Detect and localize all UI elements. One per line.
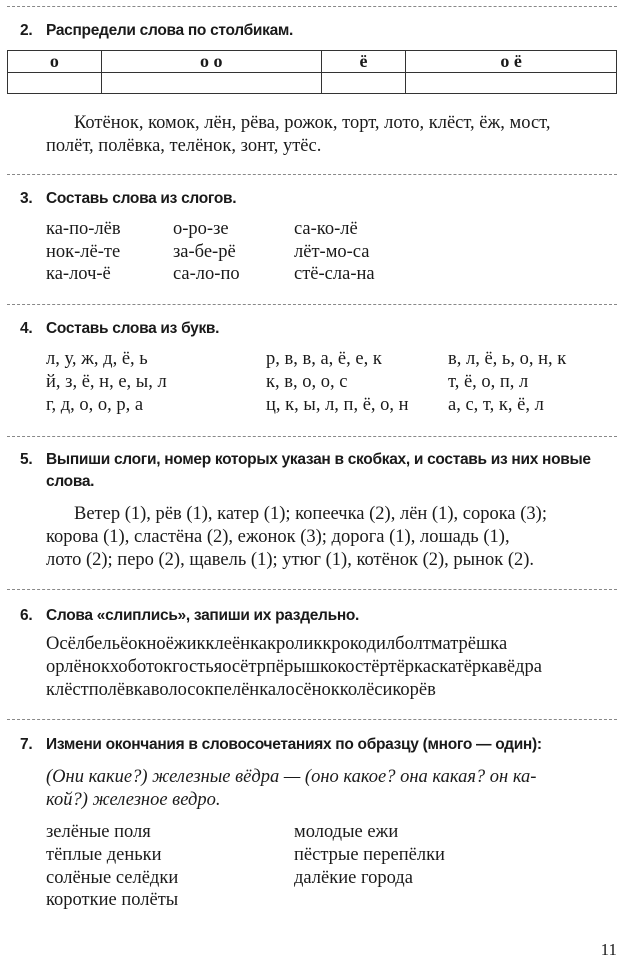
text-line: Ветер (1), рёв (1), катер (1); копеечка (2), лён (1), сорока (3); [74,504,547,524]
task-7-heading [20,734,542,756]
syllables: ка-по-лёв [46,219,121,239]
letters: г, д, о, о, р, а [46,395,144,415]
phrase: тёплые деньки [46,845,162,865]
task-title: Распредели слова по столбикам. [46,22,294,39]
task-title: Слова «слиплись», запиши их раздельно. [46,607,360,624]
letters: а, с, т, к, ё, л [448,395,544,415]
task-title-cont: слова. [46,473,95,490]
example-line: (Они какие?) железные вёдра — (оно какое? она какая? он ка- [46,767,537,787]
phrase: далёкие города [294,868,413,888]
answer-cell[interactable] [8,73,102,94]
task-number: 6. [20,607,33,624]
column-header: о ё [406,51,617,73]
task-2-heading [20,20,293,42]
letters: й, з, ё, н, е, ы, л [46,372,167,392]
syllables: стё-сла-на [294,264,375,284]
task-3-heading [20,188,236,210]
letters: т, ё, о, п, л [448,372,529,392]
letters: ц, к, ы, л, п, ё, о, н [266,395,409,415]
text-line: клёстполёвкаволосокпелёнкалосёнокколёсикорёв [46,680,436,700]
task-number: 4. [20,320,33,337]
task-number: 7. [20,736,33,753]
divider [7,174,617,175]
example-line: кой?) железное ведро. [46,790,221,810]
task-title: Измени окончания в словосочетаниях по образцу (много — один): [46,736,542,753]
column-header: о [8,51,102,73]
letters: р, в, в, а, ё, е, к [266,349,382,369]
text-line: Котёнок, комок, лён, рёва, рожок, торт, лото, клёст, ёж, мост, [74,113,551,133]
phrase: молодые ежи [294,822,399,842]
phrase: короткие полёты [46,890,179,910]
sort-table [7,50,617,94]
task-number: 5. [20,451,33,468]
task-5-heading [20,449,591,471]
divider [7,436,617,437]
task-title: Составь слова из букв. [46,320,220,337]
text-line: Осёлбельёокноёжикклеёнкакроликкрокодилболтматрёшка [46,634,508,654]
page-number: 11 [600,940,617,959]
divider [7,304,617,305]
syllables: са-ло-по [173,264,240,284]
text-line: полёт, полёвка, телёнок, зонт, утёс. [46,136,322,156]
text-line: лото (2); перо (2), щавель (1); утюг (1), котёнок (2), рынок (2). [46,550,535,570]
task-6-heading [20,605,359,627]
divider [7,6,617,7]
task-4-heading [20,318,219,340]
divider [7,719,617,720]
syllables: лёт-мо-са [294,242,370,262]
phrase: зелёные поля [46,822,151,842]
answer-cell[interactable] [406,73,617,94]
answer-cell[interactable] [321,73,405,94]
syllables: ка-лоч-ё [46,264,111,284]
text-line: корова (1), сластёна (2), ежонок (3); дорога (1), лошадь (1), [46,527,510,547]
syllables: за-бе-рё [173,242,236,262]
column-header: о о [101,51,321,73]
task-number: 3. [20,190,33,207]
letters: к, в, о, о, с [266,372,348,392]
task-number: 2. [20,22,33,39]
syllables: са-ко-лё [294,219,358,239]
answer-cell[interactable] [101,73,321,94]
syllables: нок-лё-те [46,242,121,262]
divider [7,589,617,590]
syllables: о-ро-зе [173,219,229,239]
letters: в, л, ё, ь, о, н, к [448,349,567,369]
task-title: Выпиши слоги, номер которых указан в скобках, и составь из них новые [46,451,591,468]
task-title: Составь слова из слогов. [46,190,237,207]
phrase: пёстрые перепёлки [294,845,445,865]
column-header: ё [321,51,405,73]
letters: л, у, ж, д, ё, ь [46,349,148,369]
phrase: солёные селёдки [46,868,179,888]
text-line: орлёнокхоботокгостьяосётрпёрышкокостёртёркаскатёркавёдра [46,657,542,677]
